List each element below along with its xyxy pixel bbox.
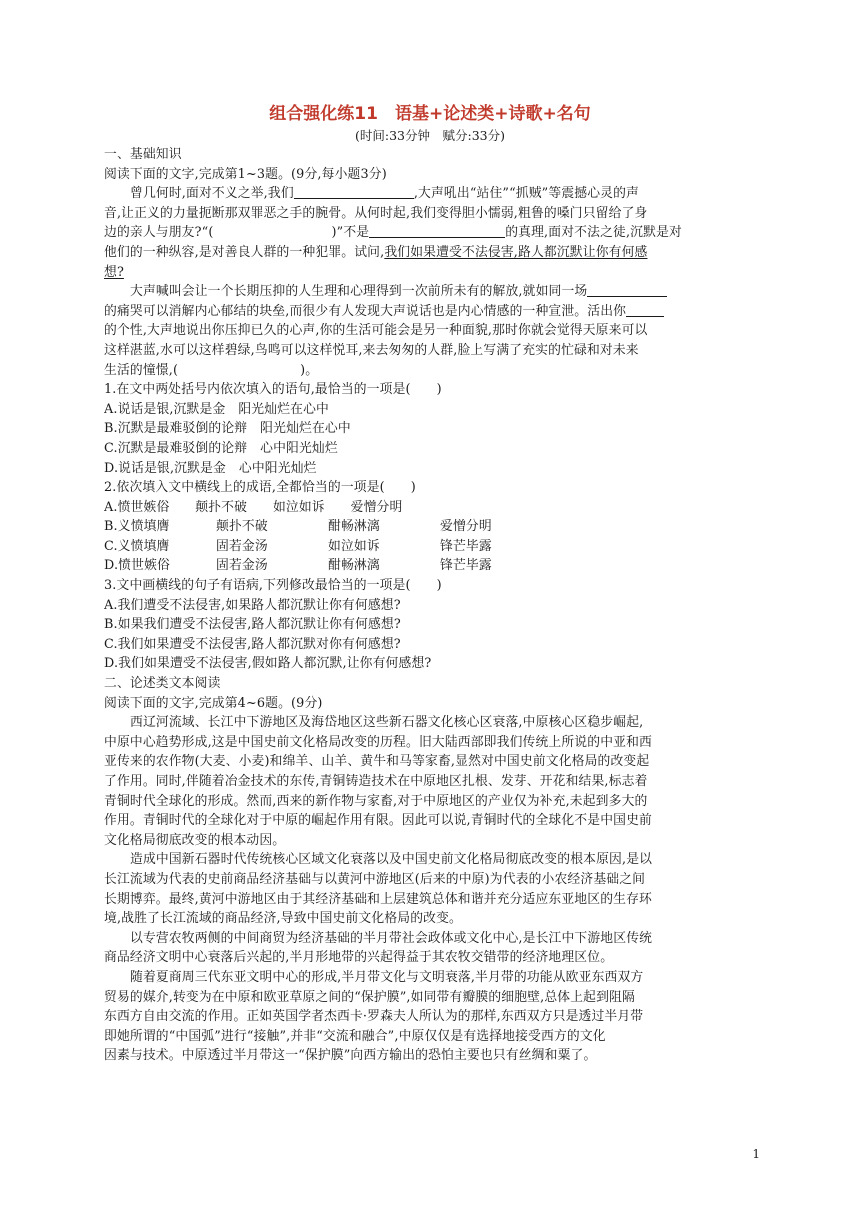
answer-blank[interactable] bbox=[294, 185, 414, 199]
passage-line: 境,战胜了长江流域的商品经济,导致中国史前文化格局的改变。 bbox=[104, 911, 463, 927]
page-title: 组合强化练11 语基+论述类+诗歌+名句 bbox=[269, 104, 591, 124]
passage-line: 长江流域为代表的史前商品经济基础与以黄河中游地区(后来的中原)为代表的小农经济基础之间 bbox=[104, 871, 646, 887]
time-and-score: (时间:33分钟 赋分:33分) bbox=[355, 128, 505, 143]
page-number: 1 bbox=[752, 1147, 760, 1161]
passage-line: 东西方自由交流的作用。正如英国学者杰西卡·罗森夫人所认为的那样,东西双方只是透过半月带 bbox=[104, 1009, 644, 1025]
passage-line: 贸易的媒介,转变为在中原和欧亚草原之间的“保护膜”,如同带有瓣膜的细胞壁,总体上起到阻隔 bbox=[104, 989, 635, 1005]
passage-line: 的个性,大声地说出你压抑已久的心声,你的生活可能会是另一种面貌,那时你就会觉得天原来可以 bbox=[104, 323, 648, 339]
passage-line: 曾几何时,面对不义之举,我们 ,大声吼出“站住”“抓贼”等震撼心灵的声 bbox=[130, 186, 640, 202]
passage-line: 边的亲人与朋友?“( )”不是 的真理,面对不法之徒,沉默是对 bbox=[104, 225, 682, 241]
question-2-option-a[interactable]: A.愤世嫉俗 颠扑不破 如泣如诉 爱憎分明 bbox=[104, 499, 403, 515]
question-3-option-a[interactable]: A.我们遭受不法侵害,如果路人都沉默让你有何感想? bbox=[104, 597, 401, 613]
passage-line: 长期博弈。最终,黄河中游地区由于其经济基础和上层建筑总体和谐并充分适应东亚地区的生存环 bbox=[104, 891, 652, 907]
passage-line: 亚传来的农作物(大麦、小麦)和绵羊、山羊、黄牛和马等家畜,显然对中国史前文化格局的改变起 bbox=[104, 754, 650, 770]
question-1-option-a[interactable]: A.说话是银,沉默是金 阳光灿烂在心中 bbox=[104, 401, 329, 417]
passage-line: 他们的一种纵容,是对善良人群的一种犯罪。试问,我们如果遭受不法侵害,路人都沉默让你有何感 bbox=[104, 244, 648, 260]
question-1-option-d[interactable]: D.说话是银,沉默是金 心中阳光灿烂 bbox=[104, 460, 317, 476]
passage-line: 即她所谓的“中国弧”进行“接触”,并非“交流和融合”,中原仅仅是有选择地接受西方的文化 bbox=[104, 1028, 606, 1044]
question-1-option-b[interactable]: B.沉默是最难驳倒的论辩 阳光灿烂在心中 bbox=[104, 421, 351, 437]
question-2-option-d[interactable]: D.愤世嫉俗 固若金汤 酣畅淋漓 锋芒毕露 bbox=[104, 558, 492, 574]
question-3-stem: 3.文中画横线的句子有语病,下列修改最恰当的一项是( ) bbox=[104, 578, 442, 594]
passage-line: 音,让正义的力量扼断那双罪恶之手的腕骨。从何时起,我们变得胆小懦弱,粗鲁的嗓门只留给了身 bbox=[104, 205, 648, 221]
question-3-option-b[interactable]: B.如果我们遭受不法侵害,路人都沉默让你有何感想? bbox=[104, 617, 401, 633]
underlined-sentence-end: 想? bbox=[104, 264, 124, 280]
passage-line: 商品经济文明中心衰落后兴起的,半月形地带的兴起得益于其农牧交错带的经济地理区位。 bbox=[104, 950, 614, 966]
underlined-sentence: 我们如果遭受不法侵害,路人都沉默让你有何感 bbox=[384, 244, 648, 260]
passage-line: 青铜时代全球化的形成。然而,西来的新作物与家畜,对于中原地区的产业仅为补充,未起到多大的 bbox=[104, 793, 648, 809]
document-page bbox=[104, 102, 756, 1066]
section-intro: 阅读下面的文字,完成第1~3题。(9分,每小题3分) bbox=[104, 166, 387, 182]
answer-blank[interactable] bbox=[369, 224, 505, 238]
passage-line: 因素与技术。中原透过半月带这一“保护膜”向西方输出的恐怕主要也只有丝绸和粟了。 bbox=[104, 1048, 597, 1064]
section-heading-basics: 一、基础知识 bbox=[104, 147, 182, 162]
answer-blank[interactable] bbox=[587, 283, 667, 297]
passage-line: 造成中国新石器时代传统核心区域文化衰落以及中国史前文化格局彻底改变的根本原因,是以 bbox=[130, 852, 653, 868]
question-3-option-c[interactable]: C.我们如果遭受不法侵害,路人都沉默对你有何感想? bbox=[104, 636, 401, 652]
question-2-stem: 2.依次填入文中横线上的成语,全都恰当的一项是( ) bbox=[104, 480, 416, 496]
passage-line: 大声喊叫会让一个长期压抑的人生理和心理得到一次前所未有的解放,就如同一场 bbox=[104, 282, 756, 302]
passage-line: 作用。青铜时代的全球化对于中原的崛起作用有限。因此可以说,青铜时代的全球化不是中国史前 bbox=[104, 813, 652, 829]
section-intro: 阅读下面的文字,完成第4~6题。(9分) bbox=[104, 695, 323, 711]
passage-line: 西辽河流域、长江中下游地区及海岱地区这些新石器文化核心区衰落,中原核心区稳步崛起, bbox=[130, 715, 644, 731]
question-1-stem: 1.在文中两处括号内依次填入的语句,最恰当的一项是( ) bbox=[104, 382, 442, 398]
passage-line: 中原中心趋势形成,这是中国史前文化格局改变的历程。旧大陆西部即我们传统上所说的中亚和西 bbox=[104, 734, 652, 750]
question-2-option-b[interactable]: B.义愤填膺 颠扑不破 酣畅淋漓 爱憎分明 bbox=[104, 519, 492, 535]
passage-line: 的痛哭可以消解内心郁结的块垒,而很少有人发现大声说话也是内心情感的一种宣泄。活出你 bbox=[104, 302, 756, 322]
passage-line: 生活的憧憬,( )。 bbox=[104, 362, 319, 378]
passage-line: 文化格局彻底改变的根本动因。 bbox=[104, 832, 286, 848]
question-2-option-c[interactable]: C.义愤填膺 固若金汤 如泣如诉 锋芒毕露 bbox=[104, 538, 492, 554]
passage-line: 了作用。同时,伴随着冶金技术的东传,青铜铸造技术在中原地区扎根、发芽、开花和结果,标志着 bbox=[104, 774, 648, 789]
answer-blank[interactable] bbox=[626, 303, 664, 317]
passage-line bbox=[104, 263, 756, 283]
question-3-option-d[interactable]: D.我们如果遭受不法侵害,假如路人都沉默,让你有何感想? bbox=[104, 656, 432, 672]
passage-line: 随着夏商周三代东亚文明中心的形成,半月带文化与文明衰落,半月带的功能从欧亚东西双方 bbox=[130, 969, 644, 985]
question-1-option-c[interactable]: C.沉默是最难驳倒的论辩 心中阳光灿烂 bbox=[104, 440, 338, 456]
passage-line: 以专营农牧两侧的中间商贸为经济基础的半月带社会政体或文化中心,是长江中下游地区传统 bbox=[130, 930, 653, 946]
passage-line: 这样湛蓝,水可以这样碧绿,鸟鸣可以这样悦耳,来去匆匆的人群,脸上写满了充实的忙碌和对未来 bbox=[104, 342, 639, 358]
section-heading-argument: 二、论述类文本阅读 bbox=[104, 676, 221, 692]
